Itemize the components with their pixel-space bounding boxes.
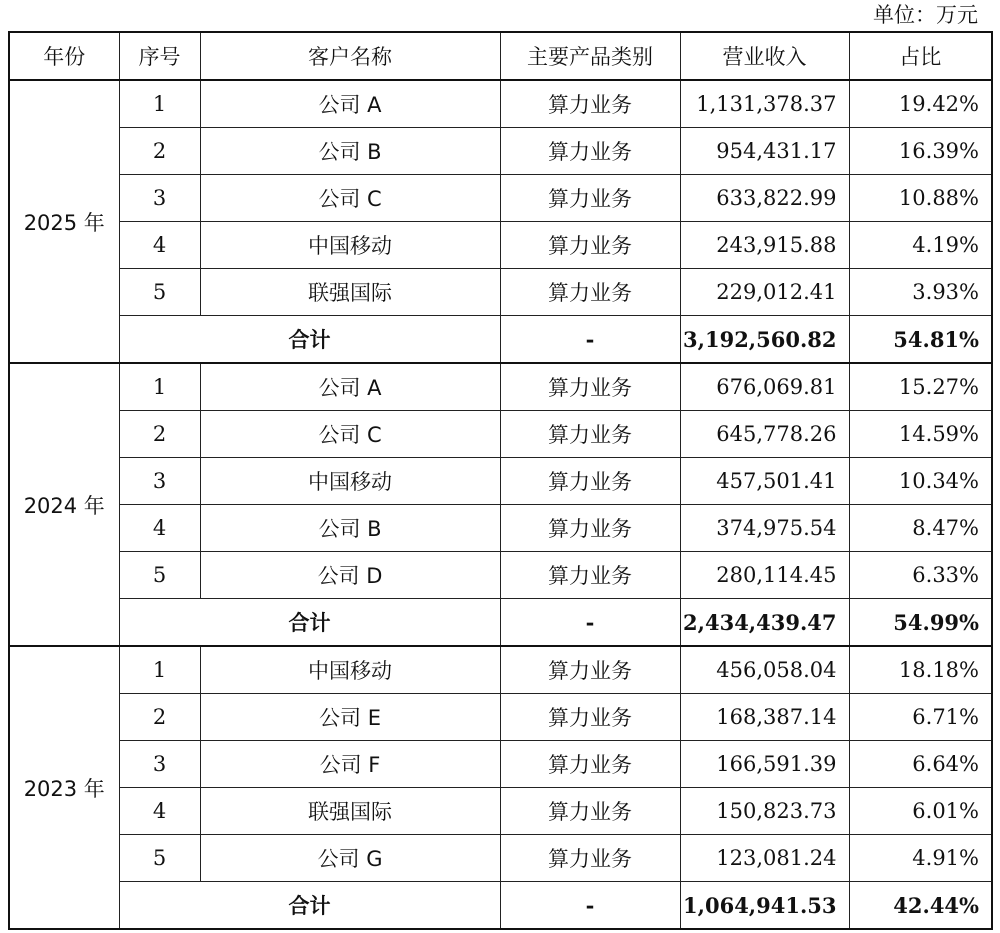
total-label: 合计 <box>119 882 500 930</box>
header-category: 主要产品类别 <box>500 32 680 80</box>
revenue-value: 166,591.39 <box>680 741 849 788</box>
total-row <box>9 316 992 364</box>
table-row <box>9 552 992 599</box>
product-category: 算力业务 <box>500 222 680 269</box>
year-cell: 2024 年 <box>9 363 119 646</box>
row-no: 3 <box>119 175 200 222</box>
product-category: 算力业务 <box>500 788 680 835</box>
customer-name: 公司 A <box>200 363 500 411</box>
revenue-value: 1,131,378.37 <box>680 80 849 128</box>
header-ratio: 占比 <box>849 32 992 80</box>
revenue-value: 954,431.17 <box>680 128 849 175</box>
total-row <box>9 599 992 647</box>
year-cell: 2023 年 <box>9 646 119 929</box>
product-category: 算力业务 <box>500 646 680 694</box>
header-customer: 客户名称 <box>200 32 500 80</box>
table-row <box>9 269 992 316</box>
customer-name: 中国移动 <box>200 458 500 505</box>
row-no: 1 <box>119 363 200 411</box>
ratio-value: 19.42% <box>849 80 992 128</box>
row-no: 4 <box>119 222 200 269</box>
unit-label: 单位：万元 <box>873 3 978 27</box>
customer-name: 中国移动 <box>200 222 500 269</box>
row-no: 5 <box>119 835 200 882</box>
revenue-value: 457,501.41 <box>680 458 849 505</box>
customer-name: 联强国际 <box>200 788 500 835</box>
total-revenue: 1,064,941.53 <box>680 882 849 930</box>
ratio-value: 3.93% <box>849 269 992 316</box>
year-cell: 2025 年 <box>9 80 119 363</box>
product-category: 算力业务 <box>500 694 680 741</box>
revenue-value: 676,069.81 <box>680 363 849 411</box>
total-revenue: 3,192,560.82 <box>680 316 849 364</box>
table-row <box>9 458 992 505</box>
ratio-value: 10.34% <box>849 458 992 505</box>
row-no: 1 <box>119 646 200 694</box>
ratio-value: 6.64% <box>849 741 992 788</box>
header-row <box>9 32 992 80</box>
header-revenue: 营业收入 <box>680 32 849 80</box>
product-category: 算力业务 <box>500 411 680 458</box>
total-revenue: 2,434,439.47 <box>680 599 849 647</box>
header-year: 年份 <box>9 32 119 80</box>
revenue-value: 168,387.14 <box>680 694 849 741</box>
total-row <box>9 882 992 930</box>
total-category: - <box>500 599 680 647</box>
product-category: 算力业务 <box>500 458 680 505</box>
total-category: - <box>500 882 680 930</box>
product-category: 算力业务 <box>500 128 680 175</box>
revenue-value: 150,823.73 <box>680 788 849 835</box>
product-category: 算力业务 <box>500 175 680 222</box>
table-row <box>9 363 992 411</box>
total-ratio: 54.99% <box>849 599 992 647</box>
customer-name: 公司 B <box>200 505 500 552</box>
row-no: 3 <box>119 458 200 505</box>
row-no: 1 <box>119 80 200 128</box>
product-category: 算力业务 <box>500 552 680 599</box>
revenue-value: 645,778.26 <box>680 411 849 458</box>
product-category: 算力业务 <box>500 505 680 552</box>
product-category: 算力业务 <box>500 363 680 411</box>
product-category: 算力业务 <box>500 741 680 788</box>
revenue-value: 456,058.04 <box>680 646 849 694</box>
header-no: 序号 <box>119 32 200 80</box>
table-row <box>9 505 992 552</box>
ratio-value: 18.18% <box>849 646 992 694</box>
total-label: 合计 <box>119 599 500 647</box>
revenue-value: 243,915.88 <box>680 222 849 269</box>
product-category: 算力业务 <box>500 269 680 316</box>
revenue-value: 229,012.41 <box>680 269 849 316</box>
table-row <box>9 694 992 741</box>
customer-name: 公司 D <box>200 552 500 599</box>
row-no: 2 <box>119 128 200 175</box>
table-row <box>9 741 992 788</box>
customer-name: 中国移动 <box>200 646 500 694</box>
ratio-value: 8.47% <box>849 505 992 552</box>
table-row <box>9 788 992 835</box>
revenue-value: 280,114.45 <box>680 552 849 599</box>
revenue-value: 374,975.54 <box>680 505 849 552</box>
table-row <box>9 835 992 882</box>
row-no: 2 <box>119 694 200 741</box>
product-category: 算力业务 <box>500 80 680 128</box>
ratio-value: 4.91% <box>849 835 992 882</box>
ratio-value: 6.01% <box>849 788 992 835</box>
table-row <box>9 222 992 269</box>
customer-name: 公司 G <box>200 835 500 882</box>
row-no: 4 <box>119 505 200 552</box>
customer-name: 公司 E <box>200 694 500 741</box>
ratio-value: 10.88% <box>849 175 992 222</box>
row-no: 4 <box>119 788 200 835</box>
total-ratio: 42.44% <box>849 882 992 930</box>
total-category: - <box>500 316 680 364</box>
revenue-value: 633,822.99 <box>680 175 849 222</box>
top-customers-table <box>8 31 993 930</box>
revenue-value: 123,081.24 <box>680 835 849 882</box>
customer-name: 公司 C <box>200 411 500 458</box>
customer-name: 联强国际 <box>200 269 500 316</box>
table-row <box>9 175 992 222</box>
ratio-value: 6.33% <box>849 552 992 599</box>
table-row <box>9 128 992 175</box>
row-no: 2 <box>119 411 200 458</box>
total-ratio: 54.81% <box>849 316 992 364</box>
ratio-value: 15.27% <box>849 363 992 411</box>
customer-name: 公司 B <box>200 128 500 175</box>
row-no: 5 <box>119 269 200 316</box>
table-row <box>9 80 992 128</box>
customer-name: 公司 F <box>200 741 500 788</box>
row-no: 3 <box>119 741 200 788</box>
table-row <box>9 411 992 458</box>
customer-name: 公司 C <box>200 175 500 222</box>
table-row <box>9 646 992 694</box>
ratio-value: 14.59% <box>849 411 992 458</box>
product-category: 算力业务 <box>500 835 680 882</box>
row-no: 5 <box>119 552 200 599</box>
ratio-value: 16.39% <box>849 128 992 175</box>
ratio-value: 6.71% <box>849 694 992 741</box>
total-label: 合计 <box>119 316 500 364</box>
ratio-value: 4.19% <box>849 222 992 269</box>
customer-name: 公司 A <box>200 80 500 128</box>
